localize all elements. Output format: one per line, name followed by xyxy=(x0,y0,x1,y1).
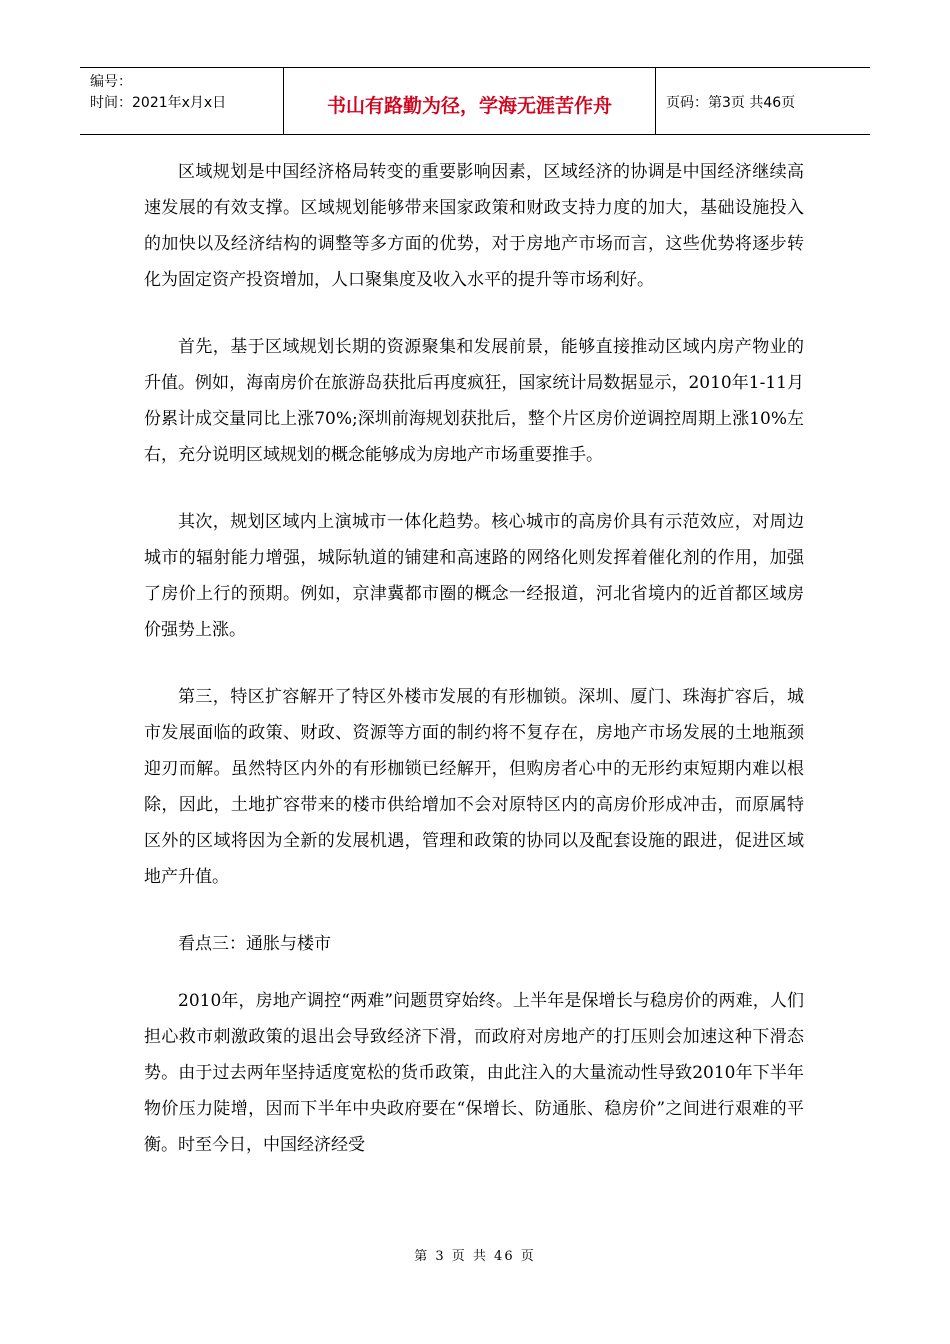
paragraph-second: 其次，规划区域内上演城市一体化趋势。核心城市的高房价具有示范效应，对周边城市的辐射能力增强，城际轨道的铺建和高速路的网络化则发挥着催化剂的作用，加强了房价上行的预期。例如，京津冀都市圈的概念一经报道，河北省境内的近首都区域房价强势上涨。 xyxy=(144,512,804,640)
paragraph-first: 首先，基于区域规划长期的资源聚集和发展前景，能够直接推动区域内房产物业的升值。例如，海南房价在旅游岛获批后再度疯狂，国家统计局数据显示，2010年1-11月份累计成交量同比上涨70%;深圳前海规划获批后，整个片区房价逆调控周期上涨10%左右，充分说明区域规划的概念能够成为房地产市场重要推手。 xyxy=(144,337,804,465)
page-header xyxy=(80,67,870,135)
header-motto: 书山有路勤为径，学海无涯苦作舟 xyxy=(284,68,656,134)
paragraph-regional-planning: 区域规划是中国经济格局转变的重要影响因素，区域经济的协调是中国经济继续高速发展的有效支撑。区域规划能够带来国家政策和财政支持力度的加大，基础设施投入的加快以及经济结构的调整等多方面的优势，对于房地产市场而言，这些优势将逐步转化为固定资产投资增加，人口聚集度及收入水平的提升等市场利好。 xyxy=(144,162,804,290)
page-footer: 第 3 页 共 46 页 xyxy=(414,1249,536,1264)
document-date: 时间：2021年x月x日 xyxy=(90,95,227,111)
paragraph-inflation: 2010年，房地产调控“两难”问题贯穿始终。上半年是保增长与稳房价的两难，人们担心救市刺激政策的退出会导致经济下滑，而政府对房地产的打压则会加速这种下滑态势。由于过去两年坚持适度宽松的货币政策，由此注入的大量流动性导致2010年下半年物价压力陡增，因而下半年中央政府要在“保增长、防通胀、稳房价”之间进行艰难的平衡。时至今日，中国经济经受 xyxy=(144,991,804,1155)
header-meta xyxy=(80,68,284,134)
header-page-info: 页码：第3页 共46页 xyxy=(666,95,796,111)
section-heading: 看点三：通胀与楼市 xyxy=(178,934,331,954)
document-body xyxy=(144,154,804,1194)
document-number: 编号： xyxy=(90,74,132,90)
paragraph-third: 第三，特区扩容解开了特区外楼市发展的有形枷锁。深圳、厦门、珠海扩容后，城市发展面临的政策、财政、资源等方面的制约将不复存在，房地产市场发展的土地瓶颈迎刃而解。虽然特区内外的有形枷锁已经解开，但购房者心中的无形约束短期内难以根除，因此，土地扩容带来的楼市供给增加不会对原特区内的高房价形成冲击，而原属特区外的区域将因为全新的发展机遇，管理和政策的协同以及配套设施的跟进，促进区域地产升值。 xyxy=(144,687,804,887)
